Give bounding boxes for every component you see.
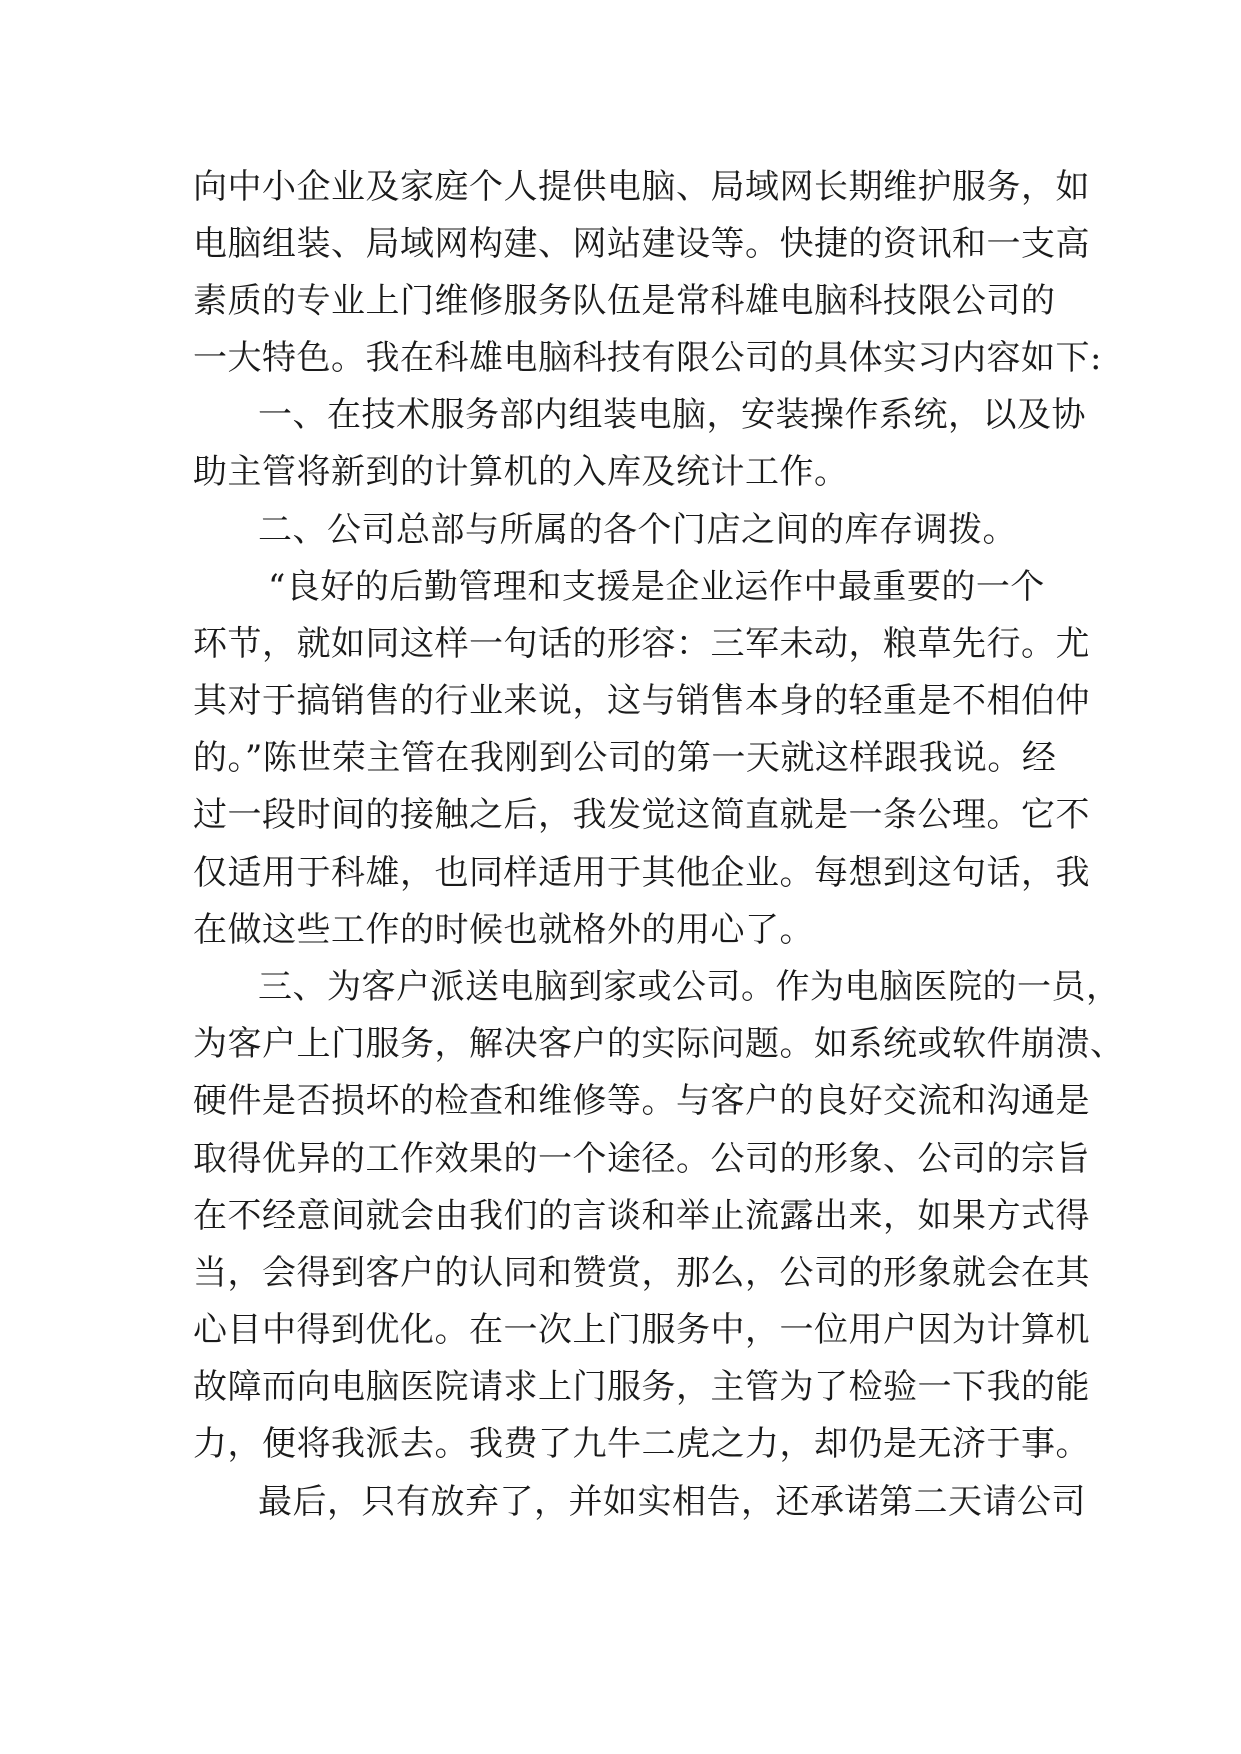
text-line: 故障而向电脑医院请求上门服务，主管为了检验一下我的能	[193, 1367, 1090, 1407]
text-line: 当，会得到客户的认同和赞赏，那么，公司的形象就会在其	[193, 1253, 1090, 1293]
paragraph-start-line: 一、在技术服务部内组装电脑，安装操作系统，以及协	[258, 395, 1086, 435]
text-line: 素质的专业上门维修服务队伍是常科雄电脑科技限公司的	[193, 281, 1056, 321]
text-line: 向中小企业及家庭个人提供电脑、局域网长期维护服务，如	[193, 167, 1090, 207]
paragraph-start-line: 二、公司总部与所属的各个门店之间的库存调拨。	[258, 510, 1017, 550]
text-line: 硬件是否损坏的检查和维修等。与客户的良好交流和沟通是	[193, 1081, 1090, 1121]
text-line: 仅适用于科雄，也同样适用于其他企业。每想到这句话，我	[193, 853, 1090, 893]
text-line: 环节，就如同这样一句话的形容：三军未动，粮草先行。尤	[193, 624, 1090, 664]
text-line: 电脑组装、局域网构建、网站建设等。快捷的资讯和一支高	[193, 224, 1090, 264]
text-line: 在做这些工作的时候也就格外的用心了。	[193, 910, 814, 950]
text-line: 助主管将新到的计算机的入库及统计工作。	[193, 452, 849, 492]
paragraph-start-line: 三、为客户派送电脑到家或公司。作为电脑医院的一员，	[258, 967, 1121, 1007]
paragraph-start-line: 最后，只有放弃了，并如实相告，还承诺第二天请公司	[258, 1482, 1086, 1522]
text-line: 心目中得到优化。在一次上门服务中，一位用户因为计算机	[193, 1310, 1090, 1350]
text-line: 的。”陈世荣主管在我刚到公司的第一天就这样跟我说。经	[193, 738, 1057, 778]
text-line: 其对于搞销售的行业来说，这与销售本身的轻重是不相伯仲	[193, 681, 1090, 721]
text-line: 过一段时间的接触之后，我发觉这简直就是一条公理。它不	[193, 795, 1090, 835]
text-line: 在不经意间就会由我们的言谈和举止流露出来，如果方式得	[193, 1196, 1090, 1236]
text-line: 一大特色。我在科雄电脑科技有限公司的具体实习内容如下:	[193, 338, 1102, 378]
paragraph-start-line: “良好的后勤管理和支援是企业运作中最重要的一个	[268, 567, 1045, 607]
text-line: 力，便将我派去。我费了九牛二虎之力，却仍是无济于事。	[193, 1424, 1090, 1464]
text-line: 为客户上门服务，解决客户的实际问题。如系统或软件崩溃、	[193, 1024, 1125, 1064]
text-line: 取得优异的工作效果的一个途径。公司的形象、公司的宗旨	[193, 1139, 1090, 1179]
